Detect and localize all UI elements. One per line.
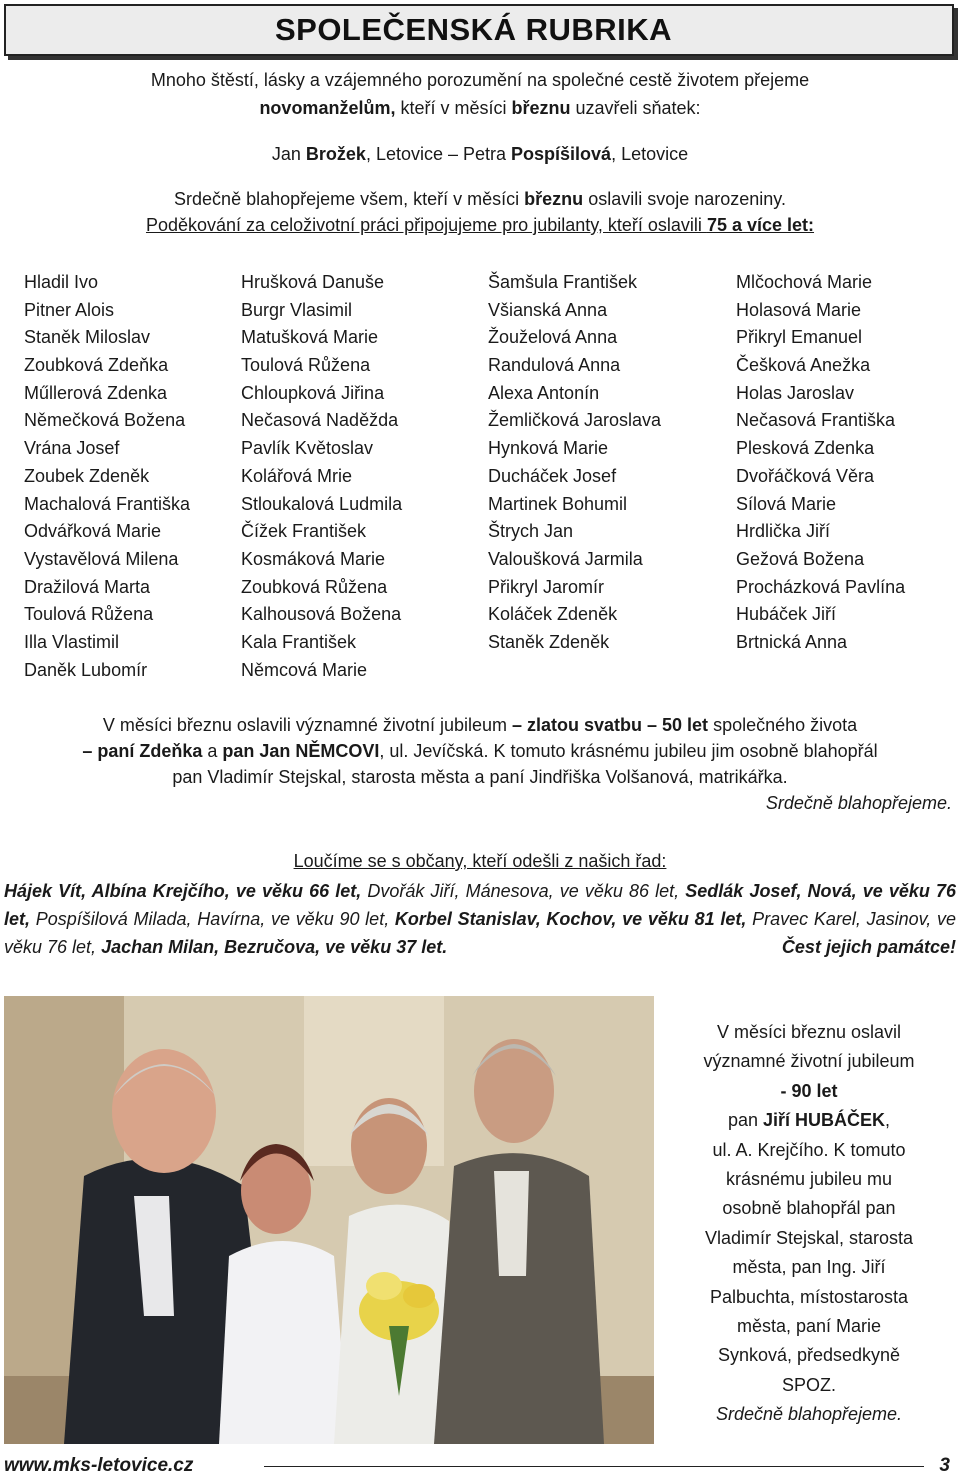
jubilant-name: Přikryl Jaromír	[488, 576, 604, 597]
thanks-line	[0, 215, 960, 236]
jubilant-name: Illa Vlastimil	[24, 631, 120, 652]
names-column-4	[736, 269, 905, 657]
farewell-heading: Loučíme se s občany, kteří odešli z našich řad:	[293, 851, 667, 871]
jubilant-name: Holasová Marie	[736, 299, 862, 320]
jubilant-name: Žouželová Anna	[488, 327, 618, 348]
jubilant-name: Valoušková Jarmila	[488, 548, 643, 569]
jubilant-name: Alexa Antonín	[488, 382, 600, 403]
thanks-age: 75 a více let:	[706, 215, 815, 235]
jubilant-name: Čížek František	[241, 521, 367, 542]
jubilant-name: Šamšula František	[488, 272, 638, 292]
jubilant-name: Kolářová Mrie	[241, 465, 353, 486]
jubilant-name: Hrdlička Jiří	[736, 521, 831, 542]
photo-illustration	[4, 996, 654, 1444]
jubilee-congrats: Srdečně blahopřejeme.	[765, 793, 952, 813]
side-comma: ,	[885, 1110, 891, 1131]
jubilee-text-end: společného života	[708, 715, 858, 735]
names-column-3	[488, 269, 661, 657]
jubilant-name: Toulová Růžena	[24, 604, 154, 625]
jubilant-name: Staněk Zdeněk	[488, 631, 610, 652]
intro-line-1: Mnoho štěstí, lásky a vzájemného porozumění na společné cestě životem přejeme	[150, 70, 810, 90]
jubilant-name: Martinek Bohumil	[488, 493, 628, 514]
golden-wedding-label: – zlatou svatbu – 50 let	[511, 715, 709, 735]
side-line-13: SPOZ.	[781, 1374, 836, 1395]
jubilant-name: Kalhousová Božena	[241, 604, 402, 625]
jubilant-name: Daněk Lubomír	[24, 659, 148, 680]
jubilant-name: Hubáček Jiří	[736, 604, 837, 625]
jubilant-name: Chloupková Jiřina	[241, 382, 385, 403]
jubilant-name: Zoubková Zdeňka	[24, 355, 169, 376]
jubilant-name: Műllerová Zdenka	[24, 382, 168, 403]
deceased-7: Jachan Milan, Bezručova, ve věku 37 let.	[101, 937, 448, 957]
footer-divider	[264, 1466, 924, 1467]
deceased-3: Sedlák Josef, Nová, ve věku 76 let,	[4, 881, 956, 929]
jubilant-name: Burgr Vlasimil	[241, 299, 353, 320]
jubilant-name: Vrána Josef	[24, 438, 120, 459]
footer-url[interactable]: www.mks-letovice.cz	[4, 1455, 194, 1476]
wedding-couple	[0, 144, 960, 165]
birthday-month: březnu	[524, 189, 584, 209]
side-line-2: významné životní jubileum	[703, 1051, 915, 1072]
deceased-4: Pospíšilová Milada, Havírna, ve věku 90 let,	[30, 909, 395, 929]
jubilant-name: Odvářková Marie	[24, 521, 162, 542]
bride-surname: Pospíšilová	[511, 144, 612, 164]
deceased-2: Dvořák Jiří, Mánesova, ve věku 86 let,	[361, 881, 686, 901]
couple-mid: , Letovice – Petra	[365, 144, 512, 164]
names-column-2	[241, 269, 402, 684]
golden-wedding	[0, 712, 960, 816]
jubilee-row-2	[0, 738, 960, 764]
jubilant-name: Všianská Anna	[488, 299, 608, 320]
birthday-text-end: oslavili svoje narozeniny.	[583, 189, 786, 209]
husband-name: pan Jan NĚMCOVI	[222, 741, 380, 761]
jubilant-name: Gežová Božena	[736, 548, 865, 569]
side-line-11: města, paní Marie	[736, 1316, 882, 1337]
side-line-12: Synková, předsedkyně	[717, 1345, 901, 1366]
celebrant-name: Jiří HUBÁČEK	[763, 1110, 886, 1131]
side-line-4	[668, 1106, 950, 1135]
side-line-9: města, pan Ing. Jiří	[732, 1257, 886, 1278]
intro-text-end: uzavřeli sňatek:	[570, 98, 701, 118]
jubilant-name: Kosmáková Marie	[241, 548, 386, 569]
farewell-text	[4, 877, 956, 961]
jubilant-name: Dražilová Marta	[24, 576, 151, 597]
birthday-line	[0, 189, 960, 210]
side-line-6: krásnému jubileu mu	[725, 1169, 893, 1190]
hubacek-note	[668, 1018, 950, 1430]
jubilant-name: Staněk Miloslav	[24, 327, 151, 348]
jubilee-row-3: pan Vladimír Stejskal, starosta města a paní Jindřiška Volšanová, matrikářka.	[172, 767, 788, 787]
jubilant-name: Koláček Zdeněk	[488, 604, 618, 625]
wife-name: – paní Zdeňka	[82, 741, 203, 761]
jubilant-name: Hladil Ivo	[24, 272, 99, 292]
age-label: - 90 let	[780, 1080, 838, 1101]
side-line-7: osobně blahopřál pan	[722, 1198, 896, 1219]
deceased-1: Hájek Vít, Albína Krejčího, ve věku 66 let,	[4, 881, 362, 901]
jubilant-name: Hrušková Danuše	[241, 272, 385, 292]
jubilee-text: V měsíci březnu oslavili významné životní jubileum	[102, 715, 512, 735]
side-line-8: Vladimír Stejskal, starosta	[704, 1227, 914, 1248]
thanks-text: Poděkování za celoživotní práci připojujeme pro jubilanty, kteří oslavili	[145, 215, 707, 235]
jubilant-name: Štrych Jan	[488, 521, 574, 542]
jubilant-name: Mlčochová Marie	[736, 272, 873, 292]
page-title: SPOLEČENSKÁ RUBRIKA	[274, 12, 672, 47]
jubilant-name: Němečková Božena	[24, 410, 186, 431]
footer	[4, 1455, 954, 1479]
jubilant-name: Stloukalová Ludmila	[241, 493, 403, 514]
honor-note: Čest jejich památce!	[781, 937, 956, 957]
birthday-text: Srdečně blahopřejeme všem, kteří v měsíci	[174, 189, 525, 209]
jubilant-name: Nečasová Naděžda	[241, 410, 399, 431]
names-column-1	[24, 269, 190, 684]
jubilant-name: Hynková Marie	[488, 438, 609, 459]
side-line-3	[668, 1077, 950, 1106]
jubilant-name: Nečasová Františka	[736, 410, 896, 431]
newlyweds-label: novomanželům,	[259, 98, 396, 118]
celebration-photo	[4, 996, 654, 1444]
jubilant-name: Kala František	[241, 631, 357, 652]
jubilant-name: Randulová Anna	[488, 355, 621, 376]
bride-town: , Letovice	[611, 144, 689, 164]
jubilant-name: Češková Anežka	[736, 355, 871, 376]
intro-text: kteří v měsíci	[395, 98, 512, 118]
side-line-10: Palbuchta, místostarosta	[709, 1286, 909, 1307]
conjunction: a	[202, 741, 223, 761]
jubilant-name: Pavlík Květoslav	[241, 438, 374, 459]
jubilant-name: Němcová Marie	[241, 659, 368, 680]
jubilant-name: Brtnická Anna	[736, 631, 848, 652]
side-congrats: Srdečně blahopřejeme.	[715, 1404, 903, 1425]
jubilant-name: Plesková Zdenka	[736, 438, 875, 459]
jubilant-name: Ducháček Josef	[488, 465, 617, 486]
jubilant-name: Machalová Františka	[24, 493, 191, 514]
side-line-1: V měsíci březnu oslavil	[716, 1022, 902, 1042]
deceased-6: Pravec Karel, Jasinov, ve věku 76 let,	[4, 909, 956, 957]
intro-line-2	[0, 98, 960, 119]
page-number: 3	[939, 1455, 950, 1476]
jubilant-name: Sílová Marie	[736, 493, 837, 514]
jubilant-name: Zoubek Zdeněk	[24, 465, 150, 486]
jubilee-address: , ul. Jevíčská. K tomuto krásnému jubileu jim osobně blahopřál	[379, 741, 878, 761]
side-line-5: ul. A. Krejčího. K tomuto	[712, 1139, 906, 1160]
jubilant-name: Zoubková Růžena	[241, 576, 388, 597]
jubilant-name: Toulová Růžena	[241, 355, 371, 376]
jubilee-row-1	[0, 712, 960, 738]
deceased-5: Korbel Stanislav, Kochov, ve věku 81 let,	[394, 909, 747, 929]
jubilant-name: Pitner Alois	[24, 299, 115, 320]
side-title: pan	[727, 1110, 763, 1131]
month-label: březnu	[511, 98, 571, 118]
jubilant-name: Procházková Pavlína	[736, 576, 906, 597]
groom-surname: Brožek	[305, 144, 366, 164]
jubilant-name: Matušková Marie	[241, 327, 379, 348]
groom-first: Jan	[271, 144, 306, 164]
jubilant-name: Holas Jaroslav	[736, 382, 855, 403]
jubilant-name: Přikryl Emanuel	[736, 327, 863, 348]
jubilant-name: Dvořáčková Věra	[736, 465, 875, 486]
title-bar	[4, 4, 954, 56]
jubilant-name: Vystavělová Milena	[24, 548, 179, 569]
jubilant-name: Žemličková Jaroslava	[488, 410, 662, 431]
